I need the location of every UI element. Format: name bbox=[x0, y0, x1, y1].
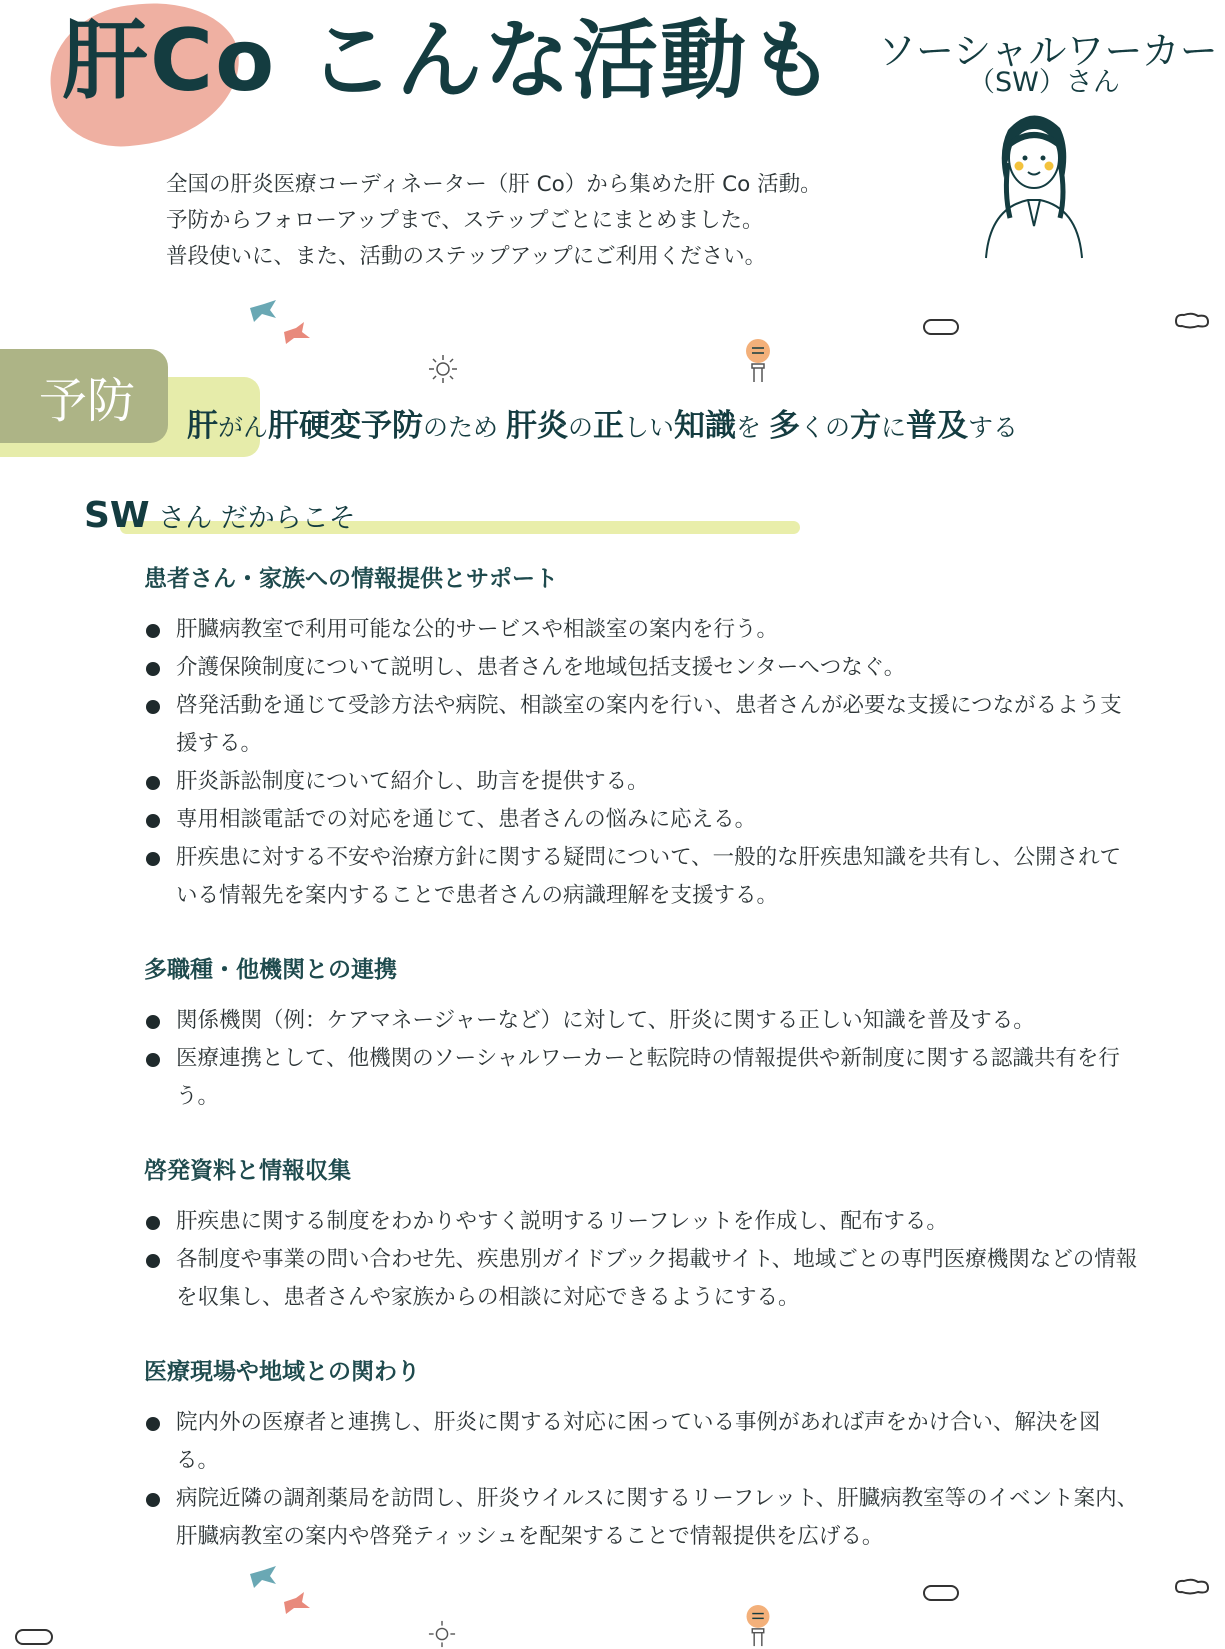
list-item: 医療連携として、他機関のソーシャルワーカーと転院時の情報提供や新制度に関する認識共有を行う。 bbox=[142, 1040, 1142, 1116]
banner-text-part: する bbox=[967, 413, 1018, 442]
lightbulb-icon bbox=[744, 1604, 772, 1648]
section-heading bbox=[84, 495, 356, 536]
list-item: 肝疾患に対する不安や治療方針に関する疑問について、一般的な肝疾患知識を共有し、公開されている情報先を案内することで患者さんの病識理解を支援する。 bbox=[142, 839, 1142, 915]
banner-text-part: しい bbox=[623, 413, 674, 442]
list-item: 各制度や事業の問い合わせ先、疾患別ガイドブック掲載サイト、地域ごとの専門医療機関などの情報を収集し、患者さんや家族からの相談に対応できるようにする。 bbox=[142, 1241, 1142, 1317]
role-title: ソーシャルワーカー bbox=[878, 29, 1218, 73]
list-item: 肝炎訴訟制度について紹介し、助言を提供する。 bbox=[142, 763, 1142, 801]
sun-icon bbox=[428, 354, 458, 384]
list-item: 肝疾患に関する制度をわかりやすく説明するリーフレットを作成し、配布する。 bbox=[142, 1203, 1142, 1241]
list-item: 専用相談電話での対応を通じて、患者さんの悩みに応える。 bbox=[142, 801, 1142, 839]
sun-icon bbox=[428, 1620, 456, 1648]
activity-group bbox=[142, 1353, 1142, 1556]
banner-text bbox=[187, 400, 1018, 445]
intro-line: 普段使いに、また、活動のステップアップにご利用ください。 bbox=[166, 244, 767, 269]
role-subtitle: （SW）さん bbox=[968, 67, 1120, 98]
intro-line: 全国の肝炎医療コーディネーター（肝 Co）から集めた肝 Co 活動。 bbox=[166, 172, 822, 197]
bird-icon bbox=[282, 322, 312, 344]
bird-icon bbox=[248, 1566, 278, 1588]
banner-text-part: 方 bbox=[849, 408, 881, 444]
cloud-icon bbox=[1172, 312, 1212, 330]
banner-text-part: 肝炎 bbox=[505, 408, 568, 444]
cloud-icon bbox=[922, 1584, 960, 1602]
banner-text-part: を bbox=[736, 413, 769, 442]
list-item: 啓発活動を通じて受診方法や病院、相談室の案内を行い、患者さんが必要な支援につながるよう支援する。 bbox=[142, 687, 1142, 763]
lightbulb-icon bbox=[744, 338, 772, 384]
banner-text-part: 知識 bbox=[674, 408, 736, 444]
banner-text-part: 肝硬変予防 bbox=[268, 408, 424, 444]
banner-text-part: 普及 bbox=[905, 408, 968, 444]
group-heading: 啓発資料と情報収集 bbox=[144, 1158, 351, 1184]
banner-text-part: に bbox=[880, 413, 906, 442]
activity-group bbox=[142, 1152, 1142, 1317]
intro-text bbox=[166, 167, 822, 275]
banner-text-part: 肝 bbox=[187, 408, 218, 444]
activity-list bbox=[142, 560, 1142, 1592]
banner-tab: 予防 bbox=[0, 349, 168, 443]
group-heading: 多職種・他機関との連携 bbox=[144, 957, 397, 983]
list-item: 院内外の医療者と連携し、肝炎に関する対応に困っている事例があれば声をかけ合い、解決を図る。 bbox=[142, 1404, 1142, 1480]
page-title: 肝Co こんな活動も bbox=[62, 11, 837, 111]
bird-icon bbox=[282, 1592, 312, 1614]
banner-text-part: 正 bbox=[592, 408, 624, 444]
section-heading-main: SW bbox=[84, 495, 150, 536]
banner-text-part: の bbox=[567, 413, 593, 442]
banner-text-part: のため bbox=[423, 413, 506, 442]
intro-line: 予防からフォローアップまで、ステップごとにまとめました。 bbox=[166, 208, 764, 233]
cloud-icon bbox=[1172, 1578, 1212, 1596]
cloud-icon bbox=[14, 1628, 54, 1646]
banner-text-part: がん bbox=[218, 413, 269, 442]
list-item: 病院近隣の調剤薬局を訪問し、肝炎ウイルスに関するリーフレット、肝臓病教室等のイベント案内、肝臓病教室の案内や啓発ティッシュを配架することで情報提供を広げる。 bbox=[142, 1480, 1142, 1556]
activity-group bbox=[142, 560, 1142, 915]
section-heading-sub: さん だからこそ bbox=[149, 503, 356, 534]
list-item: 関係機関（例：ケアマネージャーなど）に対して、肝炎に関する正しい知識を普及する。 bbox=[142, 1002, 1142, 1040]
person-illustration bbox=[978, 108, 1088, 260]
group-heading: 医療現場や地域との関わり bbox=[144, 1359, 420, 1385]
banner-text-part: 多 bbox=[768, 408, 800, 444]
list-item: 介護保険制度について説明し、患者さんを地域包括支援センターへつなぐ。 bbox=[142, 649, 1142, 687]
group-heading: 患者さん・家族への情報提供とサポート bbox=[144, 566, 558, 592]
bird-icon bbox=[248, 300, 278, 322]
activity-group bbox=[142, 951, 1142, 1116]
cloud-icon bbox=[922, 318, 960, 336]
banner-text-part: くの bbox=[799, 413, 850, 442]
list-item: 肝臓病教室で利用可能な公的サービスや相談室の案内を行う。 bbox=[142, 611, 1142, 649]
